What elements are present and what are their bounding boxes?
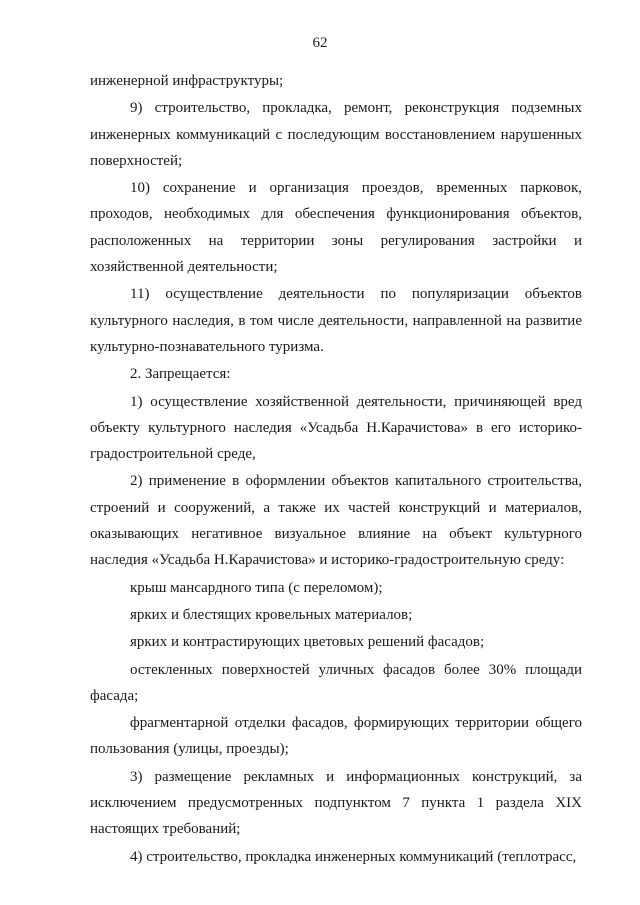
section-heading-prohibited: 2. Запрещается: [130,366,231,383]
paragraph-item-10: 10) сохранение и организация проездов, временных парковок, проходов, необходимых для обеспечения функционирования объектов, расположенных на территории зоны регулирования застройки и хозяйственной деятельности; [90,180,582,276]
paragraph-item-11: 11) осуществление деятельности по популяризации объектов культурного наследия, в том числе деятельности, направленной на развитие культурно-познавательного туризма. [90,286,582,355]
list-item-roofing-materials: ярких и блестящих кровельных материалов; [130,606,413,623]
paragraph-continuation: инженерной инфраструктуры; [90,73,284,89]
paragraph-prohibited-4: 4) строительство, прокладка инженерных коммуникаций (теплотрасс, [130,848,577,865]
list-item-fragmentary-finish: фрагментарной отделки фасадов, формирующих территории общего пользования (улицы, проезды); [90,715,582,758]
paragraph-prohibited-2: 2) применение в оформлении объектов капитального строительства, строений и сооружений, а также их частей конструкций и материалов, оказывающих негативное визуальное влияние на объект культурного наследия «Усадьба Н.Карачистова» и историко-градостроительную среду: [90,473,582,569]
list-item-glazed-surfaces: остекленных поверхностей уличных фасадов более 30% площади фасада; [90,661,582,704]
paragraph-prohibited-1: 1) осуществление хозяйственной деятельности, причиняющей вред объекту культурного наследия «Усадьба Н.Карачистова» в его историко-градостроительной среде, [90,393,582,463]
list-item-facade-colors: ярких и контрастирующих цветовых решений фасадов; [130,634,485,651]
list-item-roofs: крыш мансардного типа (с переломом); [130,579,383,596]
paragraph-item-9: 9) строительство, прокладка, ремонт, реконструкция подземных инженерных коммуникаций с последующим восстановлением нарушенных поверхностей; [90,100,582,169]
page-number: 62 [312,35,328,51]
document-body [90,68,582,871]
paragraph-prohibited-3: 3) размещение рекламных и информационных конструкций, за исключением предусмотренных подпунктом 7 пункта 1 раздела XIX настоящих требований; [90,768,582,838]
